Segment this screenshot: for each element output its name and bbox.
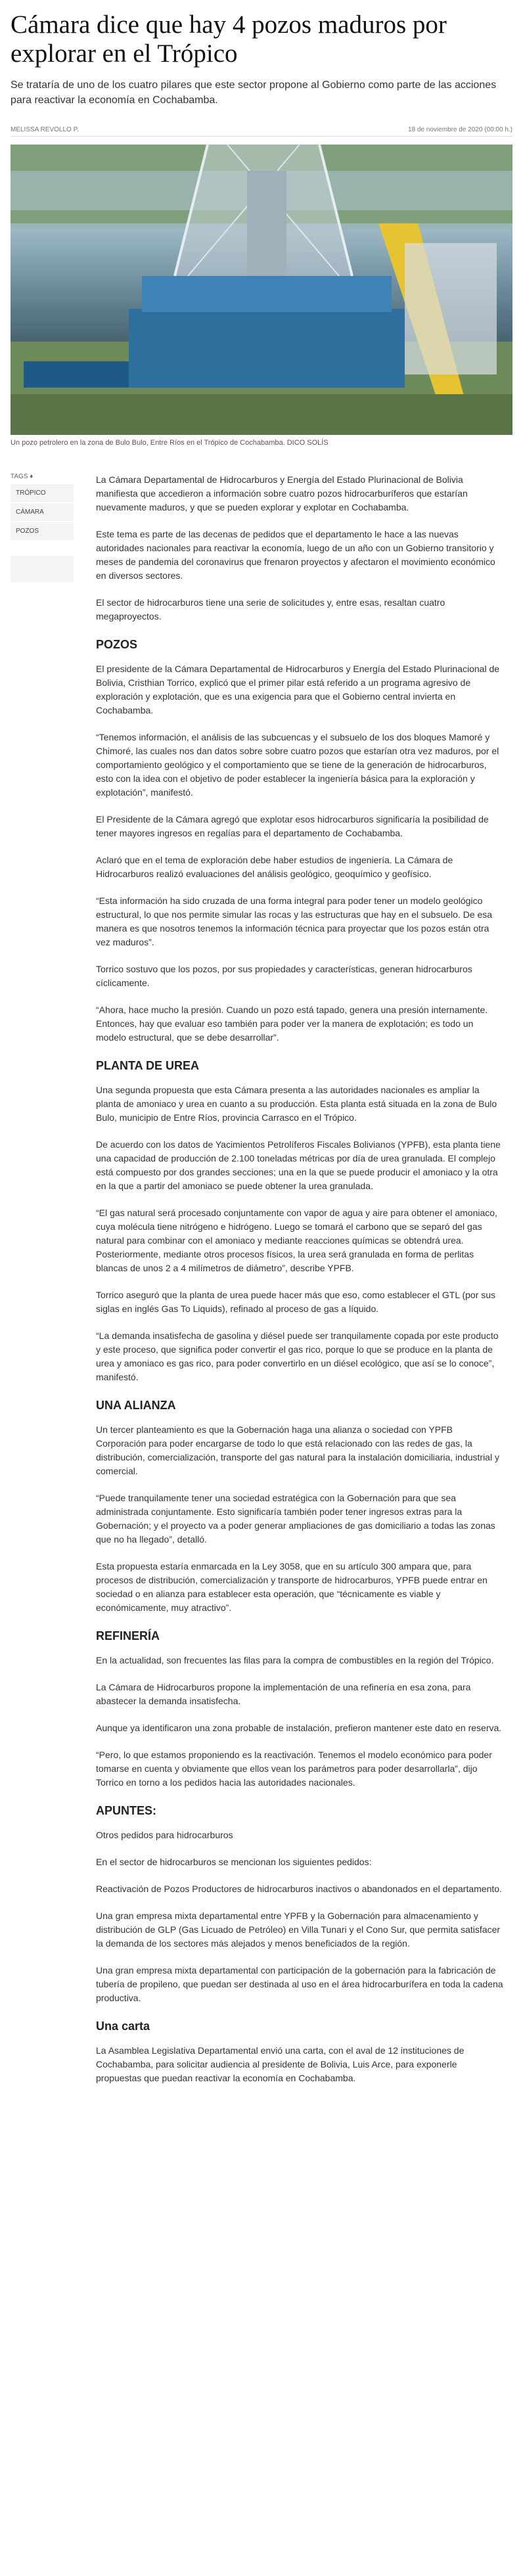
author-name[interactable]: MELISSA REVOLLO P. (11, 126, 79, 133)
body-paragraph: “Ahora, hace mucho la presión. Cuando un pozo está tapado, genera una presión internamente. Entonces, hay que evaluar eso también para poder ver la manera de explotación; es todo un modelo estructural, que se debe desarrollar”. (96, 1005, 488, 1043)
intro-paragraph: La Cámara Departamental de Hidrocarburos y Energía del Estado Plurinacional de Bolivia manifiesta que accedieron a información sobre cuatro pozos hidrocarburíferos que estarían nuevamente maduros, y que se pueden explorar y explotar en Cochabamba. (96, 474, 468, 512)
body-paragraph: De acuerdo con los datos de Yacimientos Petrolíferos Fiscales Bolivianos (YPFB), esta planta tiene una capacidad de producción de 2.100 toneladas métricas por día de urea granulada. El complejo está compuesto por dos grandes secciones; una en la que se puede producir el amoniaco y la otra en la que a partir del amoniaco se puede obtener la urea granulada. (96, 1139, 501, 1191)
body-paragraph: La Asamblea Legislativa Departamental envió una carta, con el aval de 12 instituciones de Cochabamba, para solicitar audiencia al presidente de Bolivia, Luis Arce, para exponerle propuestas que puedan reactivar la economía en Cochabamba. (96, 2045, 465, 2083)
photo-caption: Un pozo petrolero en la zona de Bulo Bulo, Entre Ríos en el Trópico de Cochabamba. DICO SOLÍS (11, 439, 329, 447)
section-heading-una-carta: Una carta (96, 2020, 150, 2033)
body-paragraph: En la actualidad, son frecuentes las filas para la compra de combustibles en la región del Trópico. (96, 1655, 494, 1665)
body-paragraph: Reactivación de Pozos Productores de hidrocarburos inactivos o abandonados en el departamento. (96, 1884, 502, 1894)
body-paragraph: Una segunda propuesta que esta Cámara presenta a las autoridades nacionales es ampliar la planta de amoniaco y urea en cuanto a su producción. Esta planta está situada en la zona de Bulo Bulo, municipio de Entre Ríos, provincia Carrasco en el Trópico. (96, 1085, 497, 1123)
body-paragraph: Torrico aseguró que la planta de urea puede hacer más que eso, como establecer el GTL (por sus siglas en inglés Gas To Liquids), refinado al proceso de gas a líquido. (96, 1290, 496, 1314)
section-heading-apuntes: APUNTES: (96, 1804, 157, 1817)
sidebar-ad-slot (11, 556, 74, 582)
body-paragraph: Otros pedidos para hidrocarburos (96, 1830, 233, 1840)
body-paragraph: Aclaró que en el tema de exploración debe haber estudios de ingeniería. La Cámara de Hidrocarburos realizó evaluaciones del análisis geológico, geoquímico y geofísico. (96, 855, 453, 879)
article-subtitle: Se trataría de uno de los cuatro pilares que este sector propone al Gobierno como parte de las acciones para reactivar la economía en Cochabamba. (11, 79, 497, 106)
tag-icon: ♦ (30, 473, 34, 480)
tag-tropico[interactable]: TRÓPICO (11, 484, 74, 502)
hero-photo[interactable] (11, 145, 512, 435)
body-paragraph: Esta propuesta estaría enmarcada en la Ley 3058, que en su artículo 300 ampara que, para procesos de distribución, comercialización y transporte de hidrocarburos, YPFB puede entrar en sociedad o en alianza para establecer esta operación, que “técnicamente es viable y económicamente, muy atractivo”. (96, 1561, 488, 1613)
body-paragraph: “La demanda insatisfecha de gasolina y diésel puede ser tranquilamente copada por este producto y este proceso, que significa poder convertir el gas rico, porque lo que se produce en la planta de urea y amoniaco es gas rico, para poder convertirlo en un diésel ecológico, que así se lo conoce”, manifestó. (96, 1330, 499, 1382)
content-layout (11, 473, 512, 2098)
section-heading-una-alianza: UNA ALIANZA (96, 1399, 176, 1412)
article-headline: Cámara dice que hay 4 pozos maduros por explorar en el Trópico (11, 11, 447, 68)
tag-camara[interactable]: CÁMARA (11, 503, 74, 521)
byline (11, 126, 512, 137)
oil-rig-illustration (11, 145, 512, 435)
tags-label: TAGS ♦ (11, 473, 34, 480)
body-paragraph: “Puede tranquilamente tener una sociedad estratégica con la Gobernación para que sea administrada conjuntamente. Esto significaría también poder tener ingresos extras para la Gobernación; y el proyecto va a poder generar ampliaciones de gas domiciliario a todas las zonas que no ha llegado”, detalló. (96, 1493, 495, 1545)
tag-pozos[interactable]: POZOS (11, 522, 74, 540)
body-paragraph: El presidente de la Cámara Departamental de Hidrocarburos y Energía del Estado Plurinacional de Bolivia, Cristhian Torrico, explicó que el primer pilar está referido a un programa agresivo de exploración y explotación, que es una exigencia para que el Gobierno central invierta en Cochabamba. (96, 664, 500, 715)
body-paragraph: Torrico sostuvo que los pozos, por sus propiedades y características, generan hidrocarburos cíclicamente. (96, 964, 472, 988)
body-paragraph: “Esta información ha sido cruzada de una forma integral para poder tener un modelo geológico estructural, lo que nos permite simular las rocas y las estructuras que hay en el subsuelo. De esa manera es que nosotros tenemos la información técnica para proyectar que los pozos están otra vez maduros”. (96, 895, 493, 947)
body-paragraph: En el sector de hidrocarburos se mencionan los siguientes pedidos: (96, 1857, 372, 1867)
body-paragraph: Aunque ya identificaron una zona probable de instalación, prefieron mantener este dato en reserva. (96, 1723, 502, 1733)
publish-date: 18 de noviembre de 2020 (00:00 h.) (408, 126, 512, 133)
article-body (83, 473, 512, 2098)
body-paragraph: Una gran empresa mixta departamental entre YPFB y la Gobernación para almacenamiento y distribución de GLP (Gas Licuado de Petróleo) en Villa Tunari y el Cono Sur, que permita satisfacer la demanda de los sectores más alejados y menos beneficiados de la región. (96, 1910, 501, 1949)
body-paragraph: El Presidente de la Cámara agregó que explotar esos hidrocarburos significaría la posibilidad de tener mayores ingresos en regalías para el departamento de Cochabamba. (96, 814, 489, 838)
section-heading-refineria: REFINERÍA (96, 1629, 160, 1642)
intro-paragraph: El sector de hidrocarburos tiene una serie de solicitudes y, entre esas, resaltan cuatro megaproyectos. (96, 597, 445, 621)
body-paragraph: “Tenemos información, el análisis de las subcuencas y el subsuelo de los dos bloques Mamoré y Chimoré, las cuales nos dan datos sobre sobre cuatro pozos que estarían otra vez maduros, por el comportamiento geológico y el comportamiento que se tiene de la generación de hidrocarburos, esto con la idea con el objetivo de poder establecer la ingeniería básica para la exploración y explotación”, manifestó. (96, 732, 499, 798)
body-paragraph: La Cámara de Hidrocarburos propone la implementación de una refinería en esa zona, para abastecer la demanda insatisfecha. (96, 1682, 471, 1706)
section-heading-planta-de-urea: PLANTA DE UREA (96, 1059, 199, 1072)
body-paragraph: “Pero, lo que estamos proponiendo es la reactivación. Tenemos el modelo económico para poder tomarse en cuenta y obviamente que ellos vean los parámetros para poder desarrollarla”, dijo Torrico en torno a los pedidos hacia las autoridades nacionales. (96, 1750, 492, 1788)
body-paragraph: Un tercer planteamiento es que la Gobernación haga una alianza o sociedad con YPFB Corporación para poder encargarse de todo lo que está relacionado con las redes de gas, la distribución, comercialización, transporte del gas natural para la instalación domiciliaria, industrial y comercial. (96, 1424, 499, 1476)
section-heading-pozos: POZOS (96, 638, 138, 651)
body-paragraph: Una gran empresa mixta departamental con participación de la gobernación para la fabricación de tubería de propileno, que puedan ser destinada al uso en el área hidrocarburífera en toda la cadena productiva. (96, 1965, 503, 2003)
body-paragraph: “El gas natural será procesado conjuntamente con vapor de agua y aire para obtener el amoniaco, cuya molécula tiene nitrógeno e hidrógeno. Luego se tomará el carbono que se separó del gas natural para combinar con el amoniaco y mediante reacciones químicas se obtendrá urea. Posteriormente, mediante otros procesos físicos, la urea será granulada en forma de perlitas blancas de unos 2 a 4 milímetros de diámetro”, describe YPFB. (96, 1208, 497, 1273)
intro-paragraph: Este tema es parte de las decenas de pedidos que el departamento le hace a las nuevas autoridades nacionales para reactivar la economía, luego de un año con un Gobierno transitorio y meses de pandemia del coronavirus que frenaron proyectos y afectaron el movimiento económico en diversos sectores. (96, 529, 495, 581)
sidebar (11, 473, 83, 2098)
